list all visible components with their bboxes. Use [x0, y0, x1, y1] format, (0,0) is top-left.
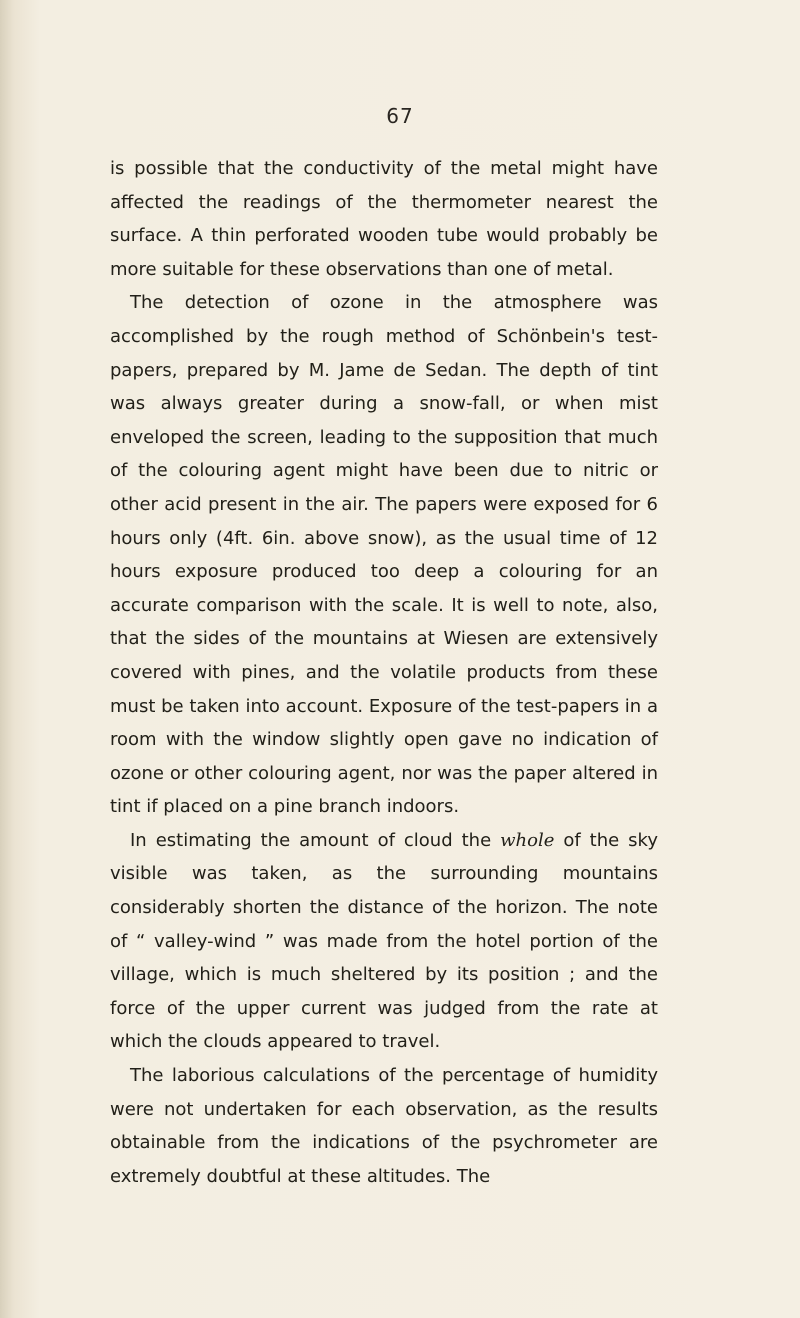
paragraph-continued: is possible that the conductivity of the metal might have affected the readings of the thermometer nearest the surface. A thin perforated wooden tube would probably be more suitable for these observations than one of metal.	[110, 158, 658, 280]
paragraph-ozone: The detection of ozone in the atmosphere was accomplished by the rough method of Schönbein's test-papers, prepared by M. Jame de Sedan. The depth of tint was always greater during a snow-fall, or when mist enveloped the screen, leading to the supposition that much of the colouring agent might have been due to nitric or other acid present in the air. The papers were exposed for 6 hours only (4ft. 6in. above snow), as the usual time of 12 hours exposure produced too deep a colouring for an accurate comparison with the scale. It is well to note, also, that the sides of the mountains at Wiesen are extensively covered with pines, and the volatile products from these must be taken into account. Exposure of the test-papers in a room with the window slightly open gave no indication of ozone or other colouring agent, nor was the paper altered in tint if placed on a pine branch indoors.	[110, 292, 658, 818]
page-number: 67	[386, 104, 414, 128]
paragraph-cloud	[110, 824, 658, 1059]
paragraph-cloud-rest: of the sky visible was taken, as the surrounding mountains considerably shorten the distance of the horizon. The note of “ valley-wind ” was made from the hotel portion of the village, which is much sheltered by its position ; and the force of the upper current was judged from the rate at which the clouds appeared to travel.	[110, 829, 658, 1053]
paragraph-humidity: The laborious calculations of the percentage of humidity were not undertaken for each observation, as the results obtainable from the indications of the psychrometer are extremely doubtful at these altitudes. The	[110, 1065, 658, 1187]
paragraph-cloud-lead: In estimating the amount of cloud the	[130, 829, 501, 851]
emphasis-whole: whole	[500, 829, 555, 851]
body-text	[110, 152, 658, 1193]
